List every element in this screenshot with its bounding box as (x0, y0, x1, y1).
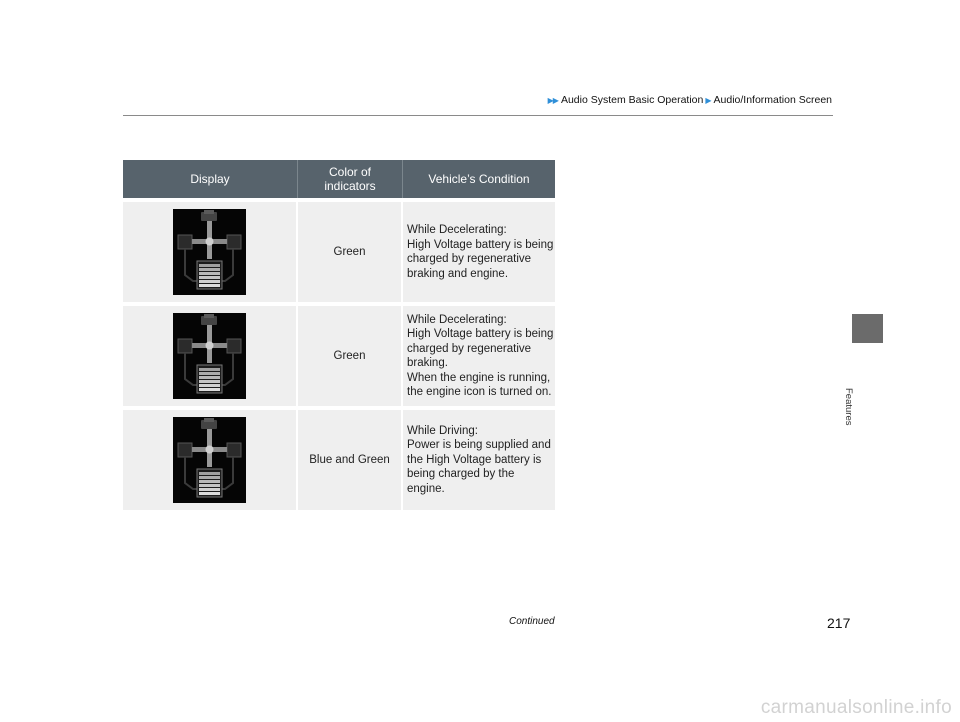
condition-text: While Decelerating: High Voltage battery is being charged by regenerative braking. When the engine is running, the engine icon is turned on. (407, 313, 554, 398)
display-cell (123, 198, 298, 302)
breadcrumb-section[interactable]: Audio System Basic Operation (560, 94, 704, 106)
condition-cell (403, 302, 555, 406)
energy-flow-display-icon (173, 209, 246, 295)
header-display: Display (123, 160, 298, 198)
table-row (123, 406, 555, 510)
indicator-table (123, 160, 555, 510)
color-cell: Blue and Green (298, 406, 403, 510)
double-arrow-icon: ▶▶ (547, 95, 558, 105)
condition-text: While Decelerating: High Voltage battery is being charged by regenerative braking and engine. (407, 224, 554, 280)
header-color: Color of indicators (298, 160, 403, 198)
header-condition: Vehicle’s Condition (403, 160, 555, 198)
energy-flow-graphic (173, 417, 246, 503)
display-cell (123, 406, 298, 510)
color-cell: Green (298, 302, 403, 406)
color-cell: Green (298, 198, 403, 302)
condition-cell (403, 406, 555, 510)
section-tab-label: Features (843, 388, 854, 426)
table-header-row (123, 160, 555, 198)
energy-flow-display-icon (173, 417, 246, 503)
watermark: carmanualsonline.info (760, 697, 952, 718)
page-number: 217 (827, 615, 851, 631)
table-row (123, 198, 555, 302)
breadcrumb (548, 94, 832, 106)
arrow-icon: ▶ (705, 95, 712, 105)
condition-text: While Driving: Power is being supplied and the High Voltage battery is being charged by the engine. (407, 424, 551, 495)
table-row (123, 302, 555, 406)
energy-flow-graphic (173, 313, 246, 399)
breadcrumb-page[interactable]: Audio/Information Screen (713, 94, 832, 106)
section-tab (852, 314, 883, 343)
header-rule (123, 115, 833, 116)
display-cell (123, 302, 298, 406)
continued-label: Continued (509, 616, 555, 627)
energy-flow-display-icon (173, 313, 246, 399)
condition-cell (403, 198, 555, 302)
section-tab-label-wrap (843, 348, 870, 426)
energy-flow-graphic (173, 209, 246, 295)
